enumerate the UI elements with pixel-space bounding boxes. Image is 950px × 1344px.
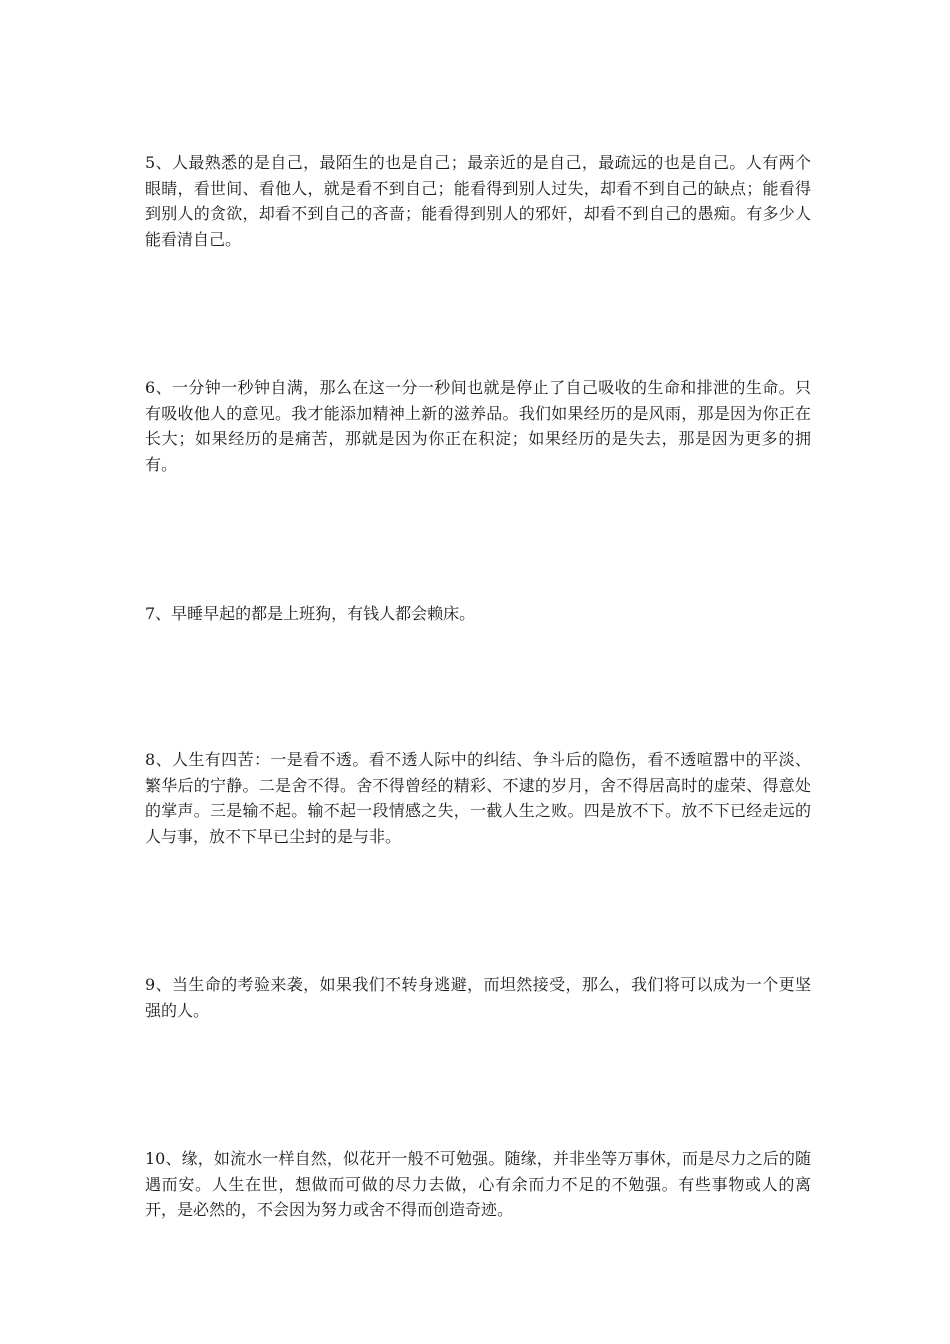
paragraph-8: 8、人生有四苦：一是看不透。看不透人际中的纠结、争斗后的隐伤，看不透喧嚣中的平淡、繁华后的宁静。二是舍不得。舍不得曾经的精彩、不逮的岁月，舍不得居高时的虚荣、得意处的掌声。三是输不起。输不起一段情感之失，一截人生之败。四是放不下。放不下已经走远的人与事，放不下早已尘封的是与非。 [145, 750, 811, 846]
paragraph-5: 5、人最熟悉的是自己，最陌生的也是自己；最亲近的是自己，最疏远的也是自己。人有两个眼睛，看世间、看他人，就是看不到自己；能看得到别人过失，却看不到自己的缺点；能看得到别人的贪欲，却看不到自己的吝啬；能看得到别人的邪奸，却看不到自己的愚痴。有多少人能看清自己。 [145, 153, 811, 249]
paragraph-7: 7、早睡早起的都是上班狗，有钱人都会赖床。 [145, 604, 476, 623]
paragraph-9: 9、当生命的考验来袭，如果我们不转身逃避，而坦然接受，那么，我们将可以成为一个更坚强的人。 [145, 975, 811, 1020]
paragraph-10: 10、缘，如流水一样自然，似花开一般不可勉强。随缘，并非坐等万事休，而是尽力之后的随遇而安。人生在世，想做而可做的尽力去做，心有余而力不足的不勉强。有些事物或人的离开，是必然的，不会因为努力或舍不得而创造奇迹。 [145, 1149, 811, 1219]
paragraph-6: 6、一分钟一秒钟自满，那么在这一分一秒间也就是停止了自己吸收的生命和排泄的生命。只有吸收他人的意见。我才能添加精神上新的滋养品。我们如果经历的是风雨，那是因为你正在长大；如果经历的是痛苦，那就是因为你正在积淀；如果经历的是失去，那是因为更多的拥有。 [145, 378, 811, 474]
